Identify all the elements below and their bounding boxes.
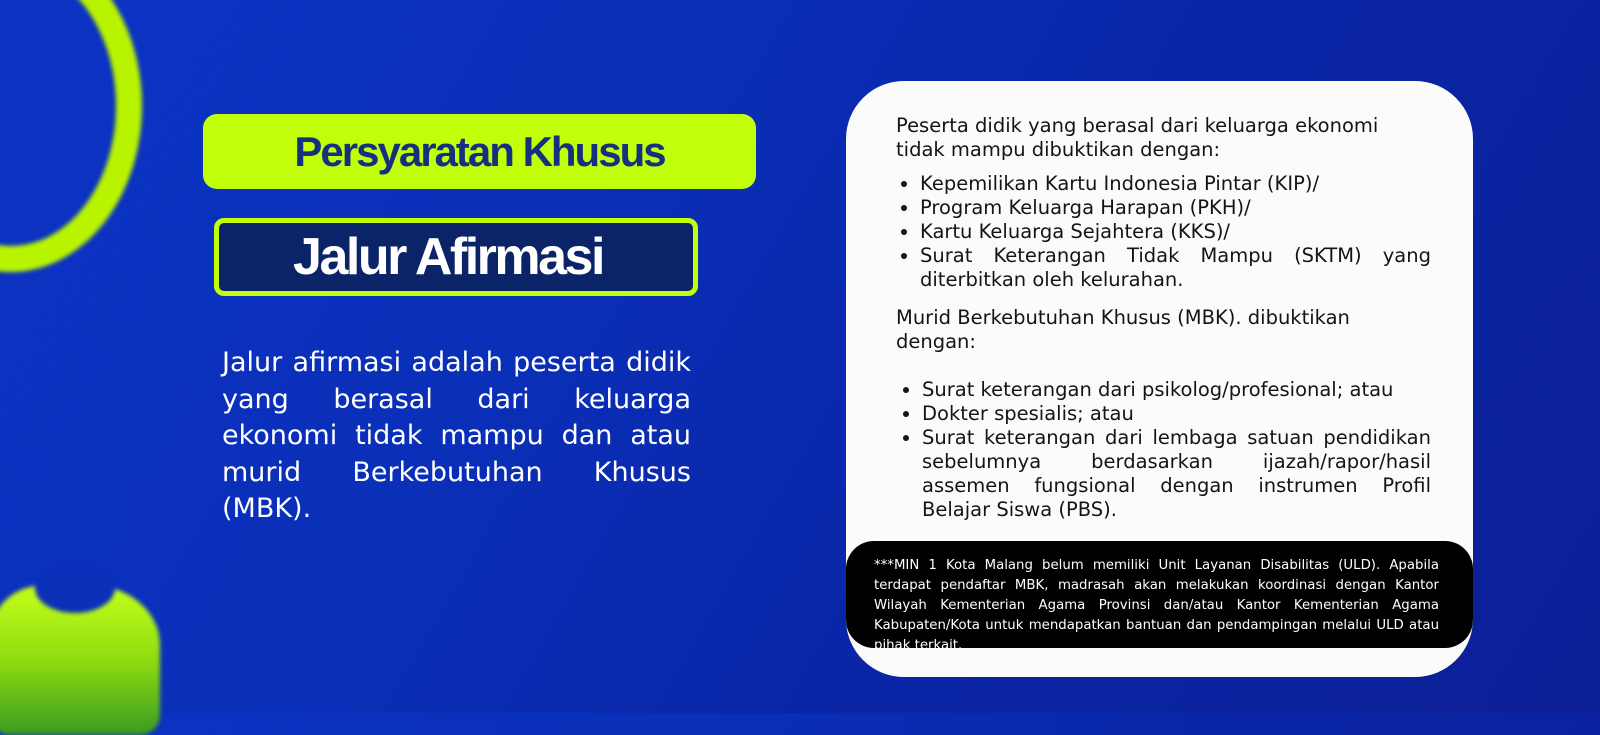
section-intro-economic: Peserta didik yang berasal dari keluarga ekonomi tidak mampu dibuktikan dengan: [896,114,1379,161]
page-title: Persyaratan Khusus [294,127,665,175]
list-item: • Kepemilikan Kartu Indonesia Pintar (KIP)/ [920,172,1431,196]
page-subtitle: Jalur Afirmasi [293,228,603,286]
title-banner [203,114,756,189]
description-text: Jalur afirmasi adalah peserta didik yang berasal dari keluarga ekonomi tidak mampu dan atau murid Berkebutuhan Khusus (MBK). [222,347,691,524]
subtitle-banner [214,218,698,296]
mbk-requirements-list [896,378,1431,522]
note-box [846,541,1473,653]
list-item: • Program Keluarga Harapan (PKH)/ [920,196,1431,220]
section-intro-mbk: Murid Berkebutuhan Khusus (MBK). dibuktikan dengan: [896,306,1350,353]
list-item: • Surat Keterangan Tidak Mampu (SKTM) yang diterbitkan oleh kelurahan. [920,244,1431,292]
list-item: • Surat keterangan dari lembaga satuan pendidikan sebelumnya berdasarkan ijazah/rapor/hasil assemen fungsional dengan instrumen Profil Belajar Siswa (PBS). [922,426,1431,522]
list-item: • Surat keterangan dari psikolog/profesional; atau [922,378,1431,402]
requirements-content [896,114,1431,522]
economic-requirements-list [896,172,1431,292]
note-text: ***MIN 1 Kota Malang belum memiliki Unit Layanan Disabilitas (ULD). Apabila terdapat pendaftar MBK, madrasah akan melakukan koordinasi dengan Kantor Wilayah Kementerian Agama Provinsi dan/atau Kantor Kementerian Agama Kabupaten/Kota untuk mendapatkan bantuan dan pendampingan melalui ULD atau pihak terkait. [874,558,1439,653]
decorative-ring-shape [0,0,142,272]
requirements-card [846,81,1473,677]
list-item: • Dokter spesialis; atau [922,402,1431,426]
list-item: • Kartu Keluarga Sejahtera (KKS)/ [920,220,1431,244]
